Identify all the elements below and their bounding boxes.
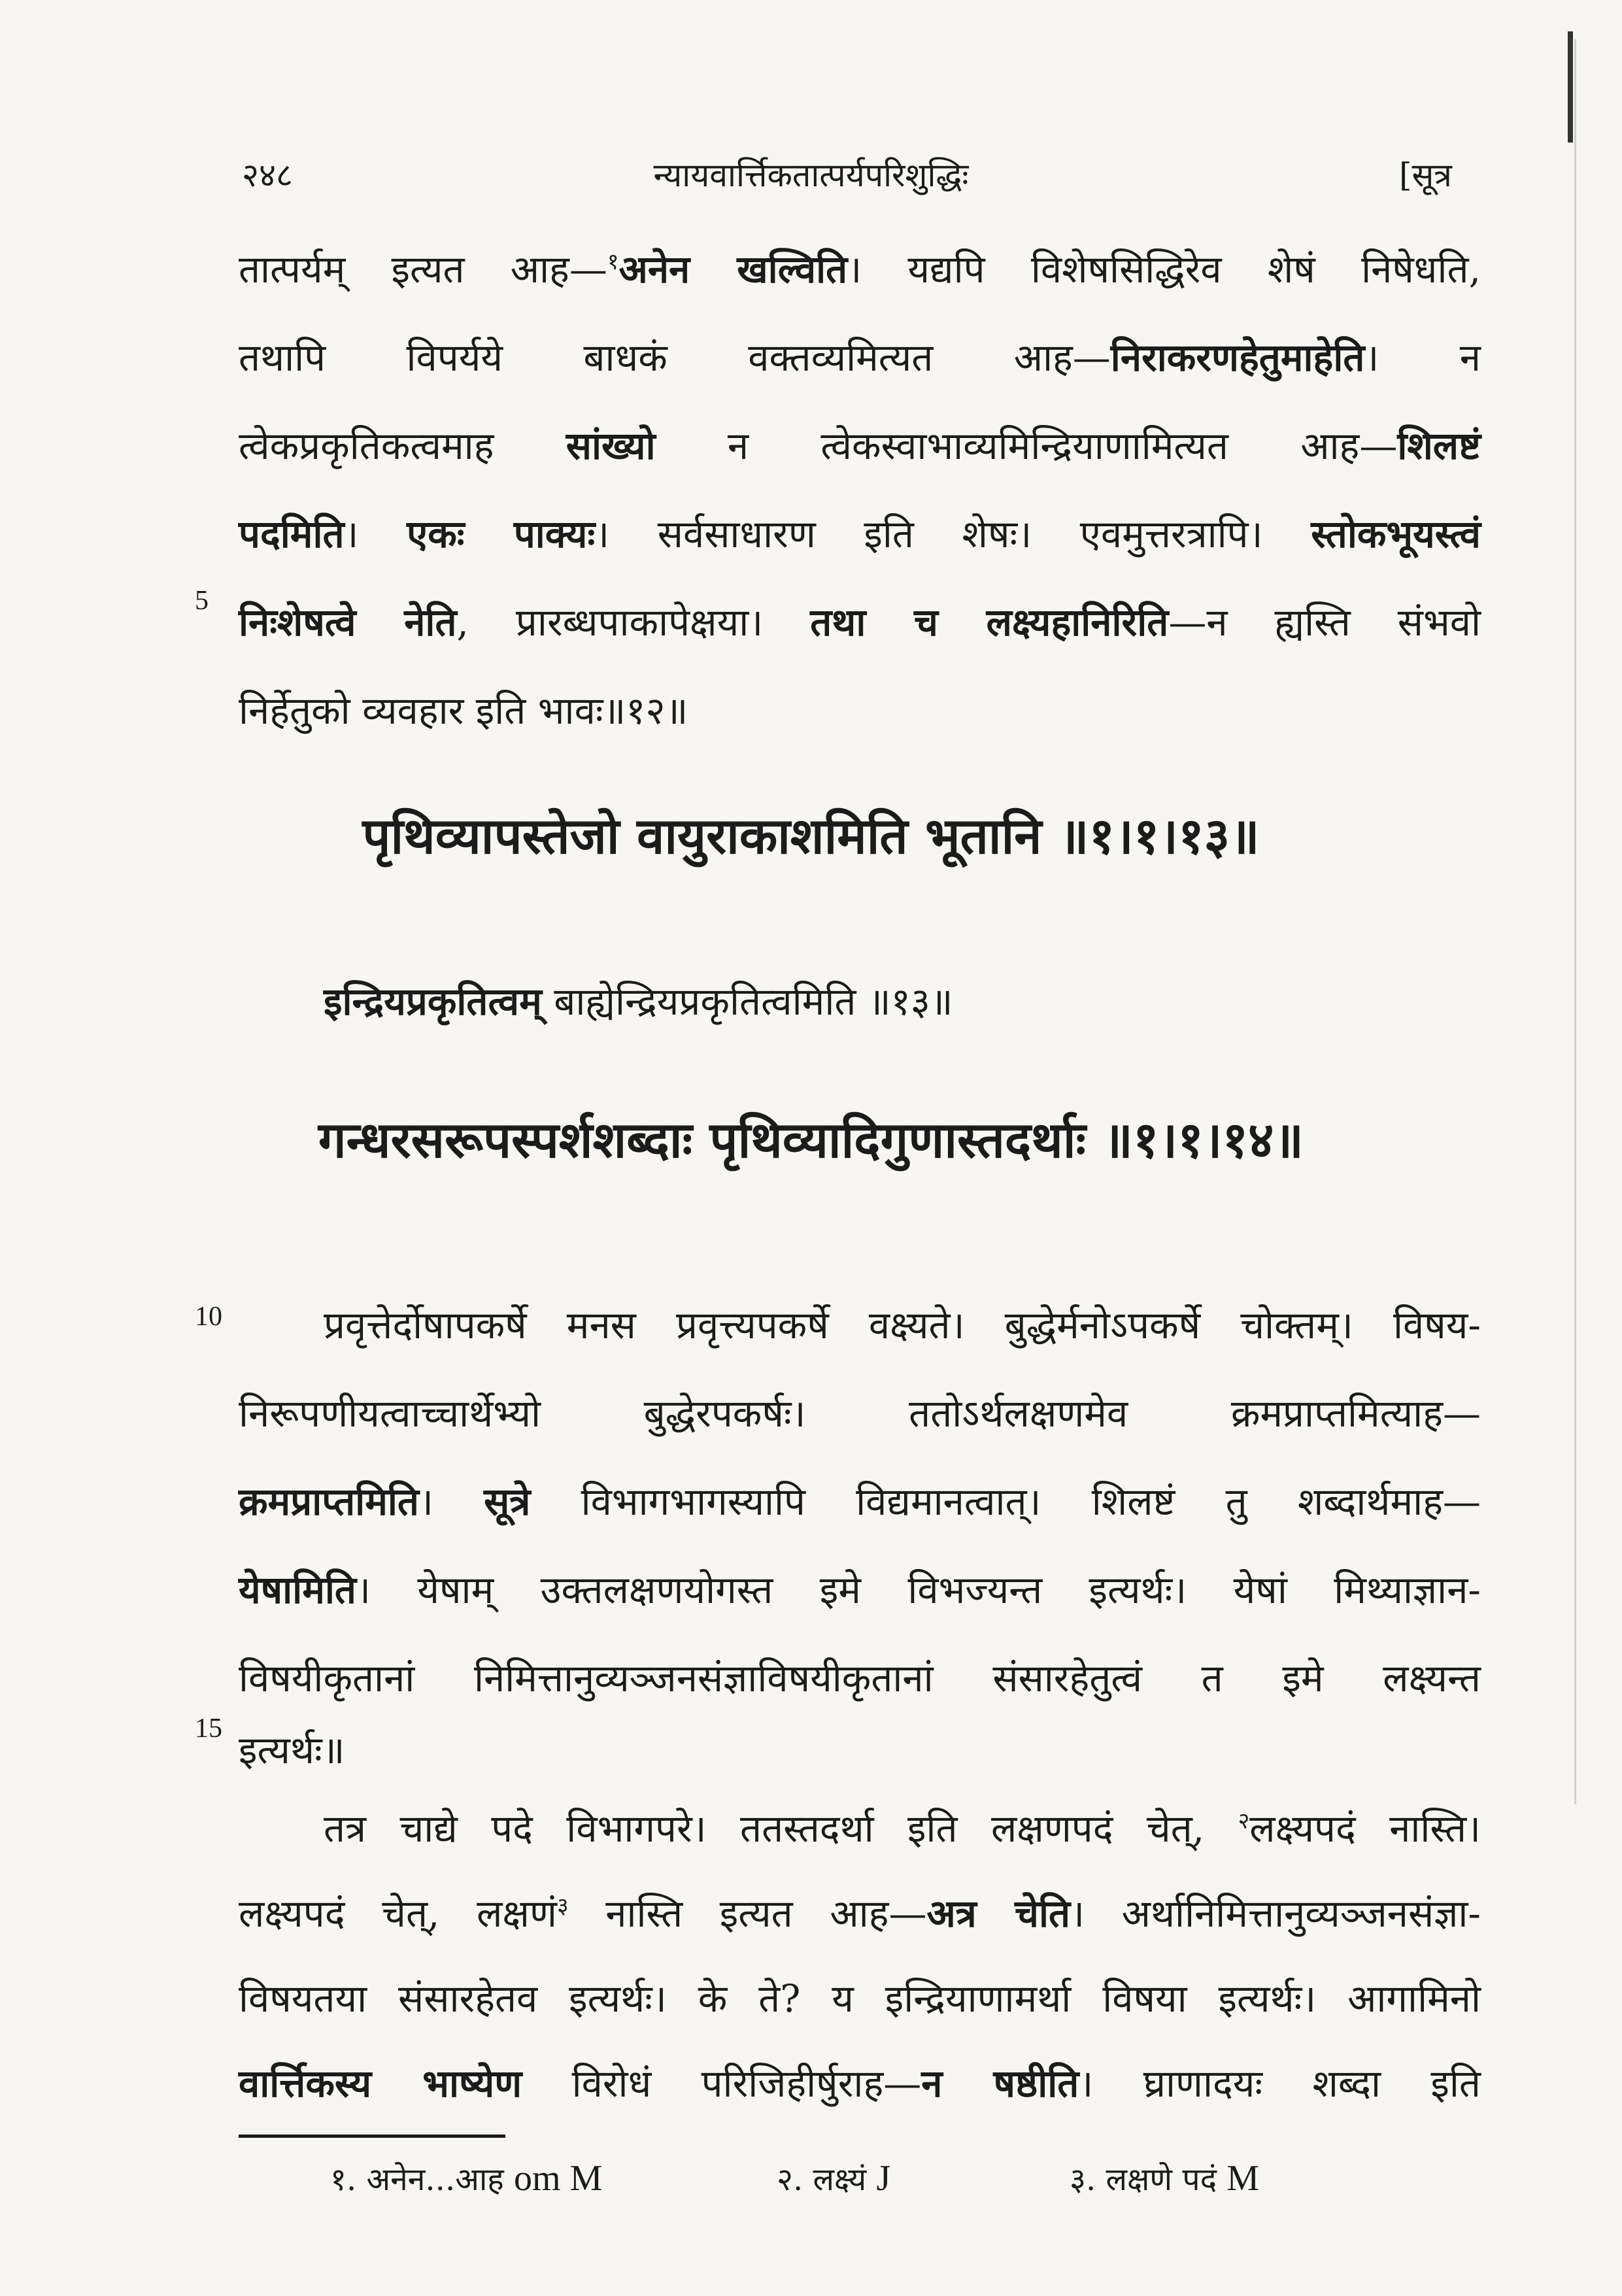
page-edge-shadow bbox=[1574, 39, 1576, 1804]
footnote-1: १. अनेन...आह om M bbox=[330, 2158, 603, 2199]
para2-line3: क्रमप्राप्तमिति। सूत्रे विभागभागस्यापि विद्यमानत्वात्। शिलष्टं तु शब्दार्थमाह— bbox=[239, 1479, 1481, 1524]
para2-line6: इत्यर्थः॥ bbox=[239, 1728, 345, 1772]
para1-line3: त्वेकप्रकृतिकत्वमाह सांख्यो न त्वेकस्वाभाव्यमिन्द्रियाणामित्यत आह—शिलष्टं bbox=[239, 424, 1481, 468]
footnote-ref-1: १ bbox=[607, 248, 619, 275]
para1-line2: तथापि विपर्यये बाधकं वक्तव्यमित्यत आह—निराकरणहेतुमाहेति। न bbox=[239, 335, 1481, 380]
para2-line1: प्रवृत्तेर्दोषापकर्षे मनस प्रवृत्त्यपकर्षे वक्ष्यते। बुद्धेर्मनोऽपकर्षे चोक्तम्। विषय- bbox=[324, 1303, 1481, 1347]
sutra-14: गन्धरसरूपस्पर्शशब्दाः पृथिव्यादिगुणास्तदर्थाः ॥१।१।१४॥ bbox=[318, 1111, 1304, 1169]
line-number-5: 5 bbox=[195, 586, 209, 616]
line-number-15: 15 bbox=[195, 1714, 222, 1744]
running-title: न्यायवार्त्तिकतात्पर्यपरिशुद्धिः bbox=[653, 156, 969, 194]
para3-line1: तत्र चाद्ये पदे विभागपरे। ततस्तदर्था इति लक्षणपदं चेत्, $^२$लक्ष्यपदं नास्ति। bbox=[324, 1806, 1481, 1851]
footnote-3: ३. लक्षणे पदं M bbox=[1070, 2158, 1260, 2199]
para2-line5: विषयीकृतानां निमित्तानुव्यञ्जनसंज्ञाविषयीकृतानां संसारहेतुत्वं त इमे लक्ष्यन्त bbox=[239, 1656, 1481, 1700]
sutra-13: पृथिव्यापस्तेजो वायुराकाशमिति भूतानि ॥१।१।१३॥ bbox=[362, 807, 1260, 865]
section-label: [सूत्र bbox=[1399, 156, 1452, 194]
commentary-13: इन्द्रियप्रकृतित्वम् बाह्येन्द्रियप्रकृतित्वमिति ॥१३॥ bbox=[324, 979, 953, 1024]
para1-line6: निर्हेतुको व्यवहार इति भावः॥१२॥ bbox=[239, 688, 688, 733]
para2-line2: निरूपणीयत्वाच्चार्थेभ्यो बुद्धेरपकर्षः। ततोऽर्थलक्षणमेव क्रमप्राप्तमित्याह— bbox=[239, 1391, 1481, 1436]
page-edge-mark bbox=[1568, 31, 1573, 143]
line-number-10: 10 bbox=[195, 1302, 222, 1332]
para1-line5: निःशेषत्वे नेति, प्रारब्धपाकापेक्षया। तथा च लक्ष्यहानिरिति—न ह्यस्ति संभवो bbox=[239, 600, 1481, 645]
para3-line4: वार्त्तिकस्य भाष्येण विरोधं परिजिहीर्षुराह—न षष्ठीति। घ्राणादयः शब्दा इति bbox=[239, 2061, 1481, 2106]
footnote-2: २. लक्ष्यं J bbox=[777, 2158, 891, 2199]
footnote-ref-3: ३ bbox=[556, 1893, 569, 1919]
para1-line4: पदमिति। एकः पाक्यः। सर्वसाधारण इति शेषः। एवमुत्तरत्रापि। स्तोकभूयस्त्वं bbox=[239, 512, 1481, 556]
footnote-rule bbox=[239, 2135, 505, 2138]
para3-line3: विषयतया संसारहेतव इत्यर्थः। के ते? य इन्द्रियाणामर्था विषया इत्यर्थः। आगामिनो bbox=[239, 1976, 1481, 2021]
footnote-ref-2: २ bbox=[1238, 1808, 1250, 1834]
para1-line1: तात्पर्यम् इत्यत आह—$^१$अनेन खल्विति। यद्यपि विशेषसिद्धिरेव शेषं निषेधति, bbox=[239, 247, 1481, 292]
page-number: २४८ bbox=[242, 156, 293, 194]
para3-line2: लक्ष्यपदं चेत्, लक्षणं$^३$ नास्ति इत्यत आह—अत्र चेति। अर्थानिमित्तानुव्यञ्जनसंज्ञा- bbox=[239, 1891, 1481, 1936]
para2-line4: येषामिति। येषाम् उक्तलक्षणयोगस्त इमे विभज्यन्त इत्यर्थः। येषां मिथ्याज्ञान- bbox=[239, 1568, 1481, 1612]
